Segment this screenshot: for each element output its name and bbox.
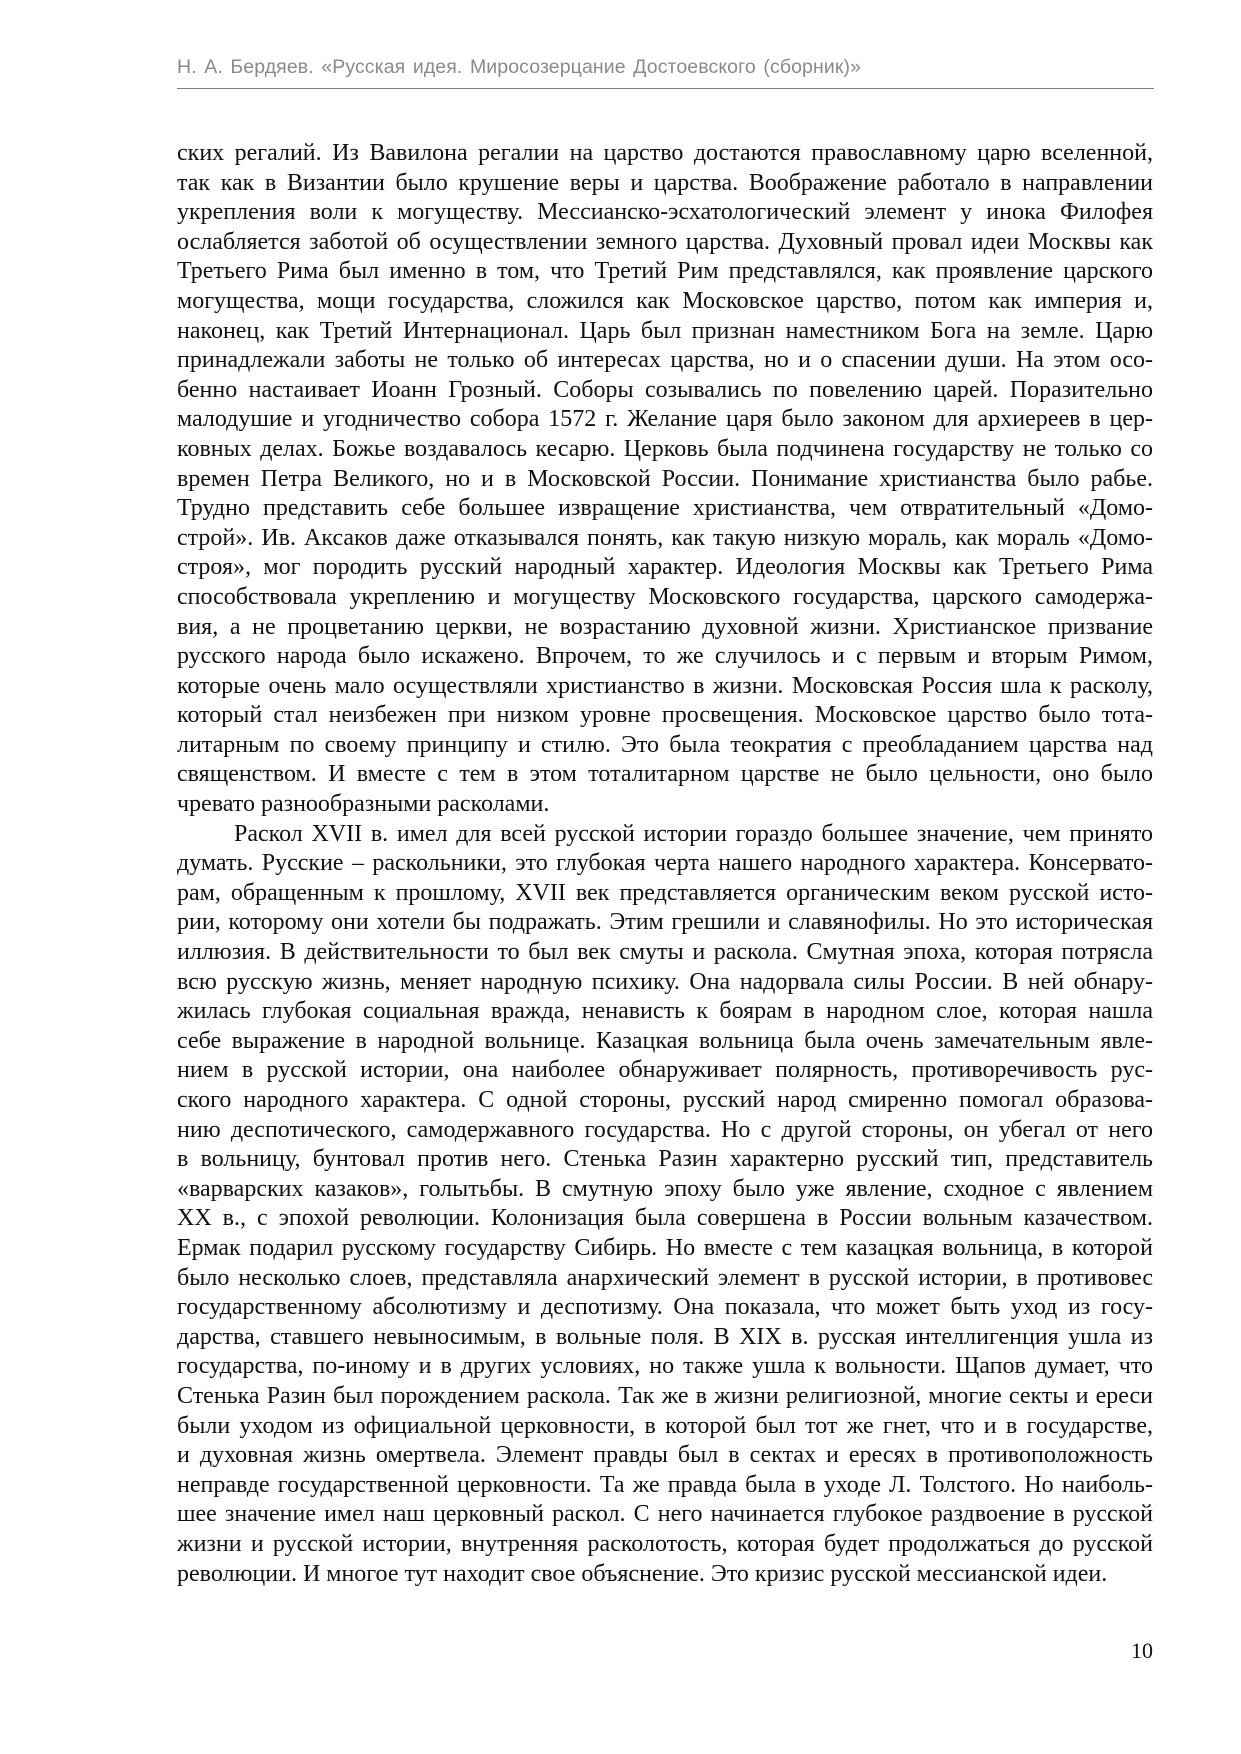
paragraph-1 bbox=[177, 139, 1153, 820]
text-line: способствовала укреплению и могуществу Московского государства, царского самодержа- bbox=[177, 583, 1153, 610]
text-line: литарным по своему принципу и стилю. Это была теократия с преобладанием царства над bbox=[177, 731, 1153, 758]
text-line: и духовная жизнь омертвела. Элемент правды был в сектах и ересях в противоположность bbox=[177, 1442, 1153, 1469]
text-line: строя», мог породить русский народный характер. Идеология Москвы как Третьего Рима bbox=[177, 554, 1153, 581]
body-text bbox=[177, 139, 1153, 1589]
text-line: всю русскую жизнь, меняет народную психику. Она надорвала силы России. В ней обнару- bbox=[177, 968, 1153, 995]
text-line: времен Петра Великого, но и в Московской России. Понимание христианства было рабье. bbox=[177, 465, 1153, 492]
text-line: Ермак подарил русскому государству Сибирь. Но вместе с тем казацкая вольница, в которой bbox=[177, 1234, 1153, 1261]
text-line: принадлежали заботы не только об интересах царства, но и о спасении души. На этом осо- bbox=[177, 347, 1153, 374]
text-line: Трудно представить себе большее извращение христианства, чем отвратительный «Домо- bbox=[177, 495, 1153, 522]
text-line: священством. И вместе с тем в этом тоталитарном царстве не было цельности, оно было bbox=[177, 761, 1153, 788]
running-header: Н. А. Бердяев. «Русская идея. Миросозерцание Достоевского (сборник)» bbox=[177, 56, 862, 78]
text-line: было несколько слоев, представляла анархический элемент в русской истории, в противовес bbox=[177, 1264, 1153, 1291]
text-line: дарства, ставшего невыносимым, в вольные поля. В XIX в. русская интеллигенция ушла из bbox=[177, 1323, 1153, 1350]
paragraph-2 bbox=[177, 820, 1153, 1589]
text-line: рам, обращенным к прошлому, XVII век представляется органическим веком русской исто- bbox=[177, 879, 1153, 906]
text-line: русского народа было искажено. Впрочем, то же случилось и с первым и вторым Римом, bbox=[177, 643, 1153, 670]
text-line: революции. И многое тут находит свое объяснение. Это кризис русской мессианской идеи. bbox=[177, 1560, 1108, 1587]
text-line: которые очень мало осуществляли христианство в жизни. Московская Россия шла к расколу, bbox=[177, 672, 1153, 699]
text-line: вия, а не процветанию церкви, не возрастанию духовной жизни. Христианское призвание bbox=[177, 613, 1153, 640]
text-line: рии, которому они хотели бы подражать. Этим грешили и славянофилы. Но это историческая bbox=[177, 909, 1153, 936]
text-line: думать. Русские – раскольники, это глубокая черта нашего народного характера. Консервато- bbox=[177, 850, 1153, 877]
text-line: в вольницу, бунтовал против него. Стенька Разин характерно русский тип, представитель bbox=[177, 1146, 1153, 1173]
text-line: нием в русской истории, она наиболее обнаруживает полярность, противоречивость рус- bbox=[177, 1057, 1153, 1084]
text-line: нию деспотического, самодержавного государства. Но с другой стороны, он убегал от него bbox=[177, 1116, 1153, 1143]
text-line: так как в Византии было крушение веры и царства. Воображение работало в направлении bbox=[177, 169, 1153, 196]
text-line: жилась глубокая социальная вражда, ненависть к боярам в народном слое, которая нашла bbox=[177, 998, 1153, 1025]
text-line: себе выражение в народной вольнице. Казацкая вольница была очень замечательным явле- bbox=[177, 1027, 1153, 1054]
text-line: шее значение имел наш церковный раскол. С него начинается глубокое раздвоение в русской bbox=[177, 1501, 1153, 1528]
text-line: чревато разнообразными расколами. bbox=[177, 791, 550, 818]
text-line: ского народного характера. С одной стороны, русский народ смиренно помогал образова- bbox=[177, 1087, 1153, 1113]
text-line: укрепления воли к могуществу. Мессианско-эсхатологический элемент у инока Филофея bbox=[177, 199, 1153, 226]
text-line: неправде государственной церковности. Та же правда была в уходе Л. Толстого. Но наиболь- bbox=[177, 1471, 1153, 1498]
text-line: ковных делах. Божье воздавалось кесарю. Церковь была подчинена государству не только со bbox=[177, 435, 1153, 462]
text-line: Третьего Рима был именно в том, что Третий Рим представлялся, как проявление царского bbox=[177, 258, 1153, 285]
text-line: «варварских казаков», голытьбы. В смутную эпоху было уже явление, сходное с явлением bbox=[177, 1175, 1153, 1202]
text-line: жизни и русской истории, внутренняя расколотость, которая будет продолжаться до русской bbox=[177, 1530, 1153, 1557]
text-line: ослабляется заботой об осуществлении земного царства. Духовный провал идеи Москвы как bbox=[177, 228, 1153, 255]
header-divider bbox=[177, 88, 1154, 89]
text-line: государственному абсолютизму и деспотизму. Она показала, что может быть уход из госу- bbox=[177, 1294, 1153, 1321]
text-line: были уходом из официальной церковности, в которой был тот же гнет, что и в государстве, bbox=[177, 1412, 1153, 1439]
text-line: ских регалий. Из Вавилона регалии на царство достаются православному царю вселенной, bbox=[177, 140, 1153, 166]
text-line: могущества, мощи государства, сложился как Московское царство, потом как империя и, bbox=[177, 287, 1153, 314]
text-line: который стал неизбежен при низком уровне просвещения. Московское царство было тота- bbox=[177, 702, 1153, 729]
text-line: Раскол XVII в. имел для всей русской истории гораздо большее значение, чем принято bbox=[234, 820, 1153, 847]
text-line: государства, по-иному и в других условиях, но также ушла к вольности. Щапов думает, что bbox=[177, 1353, 1153, 1380]
page-number: 10 bbox=[1131, 1638, 1153, 1663]
text-line: Стенька Разин был порождением раскола. Так же в жизни религиозной, многие секты и ереси bbox=[177, 1382, 1153, 1409]
text-line: бенно настаивает Иоанн Грозный. Соборы созывались по повелению царей. Поразительно bbox=[177, 376, 1153, 403]
text-line: строй». Ив. Аксаков даже отказывался понять, как такую низкую мораль, как мораль «Домо- bbox=[177, 524, 1153, 551]
text-line: иллюзия. В действительности то был век смуты и раскола. Смутная эпоха, которая потрясла bbox=[177, 939, 1153, 966]
text-line: малодушие и угодничество собора 1572 г. Желание царя было законом для архиереев в цер- bbox=[177, 406, 1153, 433]
text-line: XX в., с эпохой революции. Колонизация была совершена в России вольным казачеством. bbox=[177, 1205, 1153, 1232]
text-line: наконец, как Третий Интернационал. Царь был признан наместником Бога на земле. Царю bbox=[177, 317, 1153, 344]
